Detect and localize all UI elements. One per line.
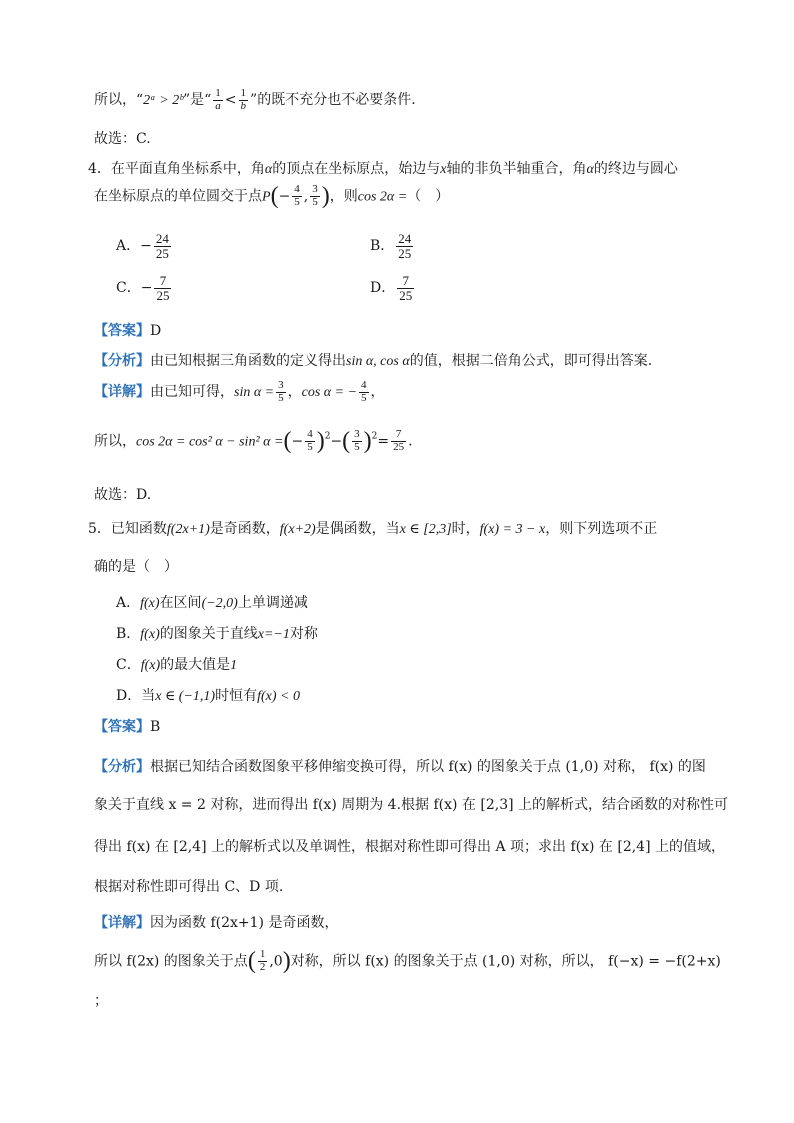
q4-answer: 【答案】D [94, 323, 162, 339]
q4-stem-line2: 在坐标原点的单位圆交于点P(− $\frac{4}{5}$ , $\frac{3}{5}$ )，则cos 2α =（ ） [94, 183, 450, 209]
q5-stem-line1: 5．已知函数f(2x+1)是奇函数，f(x+2)是偶函数，当x ∈ [2,3]时，f(x) = 3 − x，则下列选项不正 [88, 521, 658, 537]
q5-option-c[interactable]: C．f(x)的最大值是1 [116, 657, 238, 673]
q4-option-c[interactable]: C．− $\frac{7}{25}$ [116, 273, 170, 303]
q5-option-b[interactable]: B．f(x)的图象关于直线x=−1对称 [116, 626, 318, 642]
q5-analysis-2: 象关于直线 x = 2 对称，进而得出 f(x) 周期为 4.根据 f(x) 在 [2,3] 上的解析式，结合函数的对称性可 [94, 797, 729, 813]
q5-analysis-4: 根据对称性即可得出 C、D 项. [94, 879, 284, 895]
frac-4-5: $\frac{4}{5}$ [361, 379, 367, 404]
frac-1-over-a: $\frac{1}{a}$ [215, 87, 221, 112]
frac-4-5: $\frac{4}{5}$ [307, 428, 313, 453]
q4-option-d[interactable]: D． $\frac{7}{25}$ [370, 273, 413, 303]
q4-detail: 【详解】由已知可得，sin α = $\frac{3}{5}$ ，cos α = − $\frac{4}{5}$ ， [94, 379, 385, 404]
frac-3-5: $\frac{3}{5}$ [278, 379, 284, 404]
q5-answer: 【答案】B [94, 719, 161, 735]
frac-7-25: $\frac{7}{25}$ [393, 428, 405, 453]
frac: $\frac{7}{25}$ [156, 273, 170, 303]
q4-option-b[interactable]: B． $\frac{24}{25}$ [370, 231, 412, 261]
q5-analysis-3: 得出 f(x) 在 [2,4] 上的解析式以及单调性，根据对称性即可得出 A 项；求出 f(x) 在 [2,4] 上的值域， [94, 839, 725, 855]
q5-stem-line2: 确的是（ ） [94, 559, 178, 575]
q4-choice: 故选：D. [94, 487, 152, 503]
q4-stem-line1: 4．在平面直角坐标系中，角α的顶点在坐标原点，始边与x轴的非负半轴重合，角α的终边与圆心 [88, 161, 678, 177]
q5-detail-2: 所以 f(2x) 的图象关于点( $\frac{1}{2}$ ,0)对称，所以 f(x) 的图象关于点 (1,0) 对称，所以， f(−x) = −f(2+x) [94, 948, 721, 974]
prev-choice: 故选：C. [94, 131, 151, 147]
frac-1-2: $\frac{1}{2}$ [259, 948, 266, 973]
frac-4-5: $\frac{4}{5}$ [294, 183, 300, 208]
q5-option-d[interactable]: D．当x ∈ (−1,1)时恒有f(x) < 0 [116, 688, 300, 704]
q4-analysis: 【分析】由已知根据三角函数的定义得出sin α, cos α的值，根据二倍角公式，即可得出答案. [94, 353, 653, 369]
q5-option-a[interactable]: A．f(x)在区间(−2,0)上单调递减 [116, 595, 308, 611]
frac-1-over-b: $\frac{1}{b}$ [240, 87, 247, 112]
q5-detail-1: 【详解】因为函数 f(2x+1) 是奇函数， [94, 915, 339, 931]
prev-conclusion: 所以，“2ᵃ > 2ᵇ”是“ $\frac{1}{a}$ < $\frac{1}{b}$ ”的既不充分也不必要条件. [94, 87, 416, 112]
frac-3-5: $\frac{3}{5}$ [312, 183, 318, 208]
frac: $\frac{24}{25}$ [398, 231, 412, 261]
q5-detail-3: ； [94, 993, 108, 1009]
q4-option-a[interactable]: A．− $\frac{24}{25}$ [116, 231, 169, 261]
cond-exp: 2ᵃ > 2ᵇ [143, 93, 183, 109]
frac: $\frac{24}{25}$ [155, 231, 169, 261]
q5-analysis-1: 【分析】根据已知结合函数图象平移伸缩变换可得，所以 f(x) 的图象关于点 (1,0) 对称， f(x) 的图 [94, 759, 706, 775]
q4-detail-line2: 所以，cos 2α = cos² α − sin² α =(− $\frac{4}{5}$ )$^2$−( $\frac{3}{5}$ )$^2$= $\frac{7}{25}$ . [94, 428, 413, 454]
frac: $\frac{7}{25}$ [399, 273, 413, 303]
frac-3-5: $\frac{3}{5}$ [354, 428, 360, 453]
